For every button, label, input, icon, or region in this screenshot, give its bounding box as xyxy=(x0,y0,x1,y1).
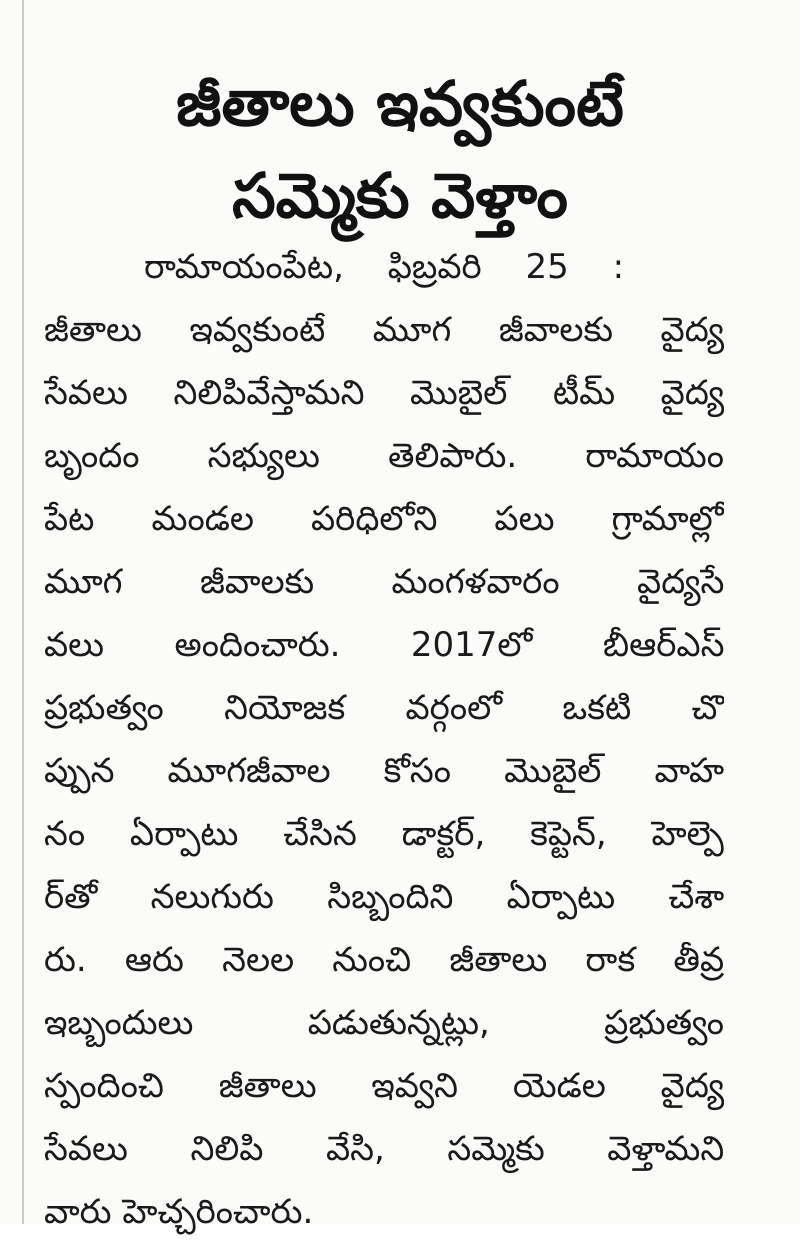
headline xyxy=(40,58,760,242)
headline-line-1: జీతాలు ఇవ్వకుంటే xyxy=(176,67,624,140)
dateline: రామాయంపేట, ఫిబ్రవరి 25 : xyxy=(144,247,625,287)
article-line: వారు హెచ్చరించారు. xyxy=(44,1192,314,1232)
article-line: ర్‌తో నలుగురు సిబ్బందిని ఏర్పాటు చేశా xyxy=(44,877,724,917)
article-line: స్పందించి జీతాలు ఇవ్వని యెడల వైద్య xyxy=(44,1066,724,1106)
column-rule xyxy=(22,0,24,1224)
headline-line-2: సమ్మెకు వెళ్తాం xyxy=(232,159,568,232)
article-line: రు. ఆరు నెలల నుంచి జీతాలు రాక తీవ్ర xyxy=(44,940,724,980)
article-line: సేవలు నిలిపి వేసి, సమ్మెకు వెళ్తామని xyxy=(44,1129,724,1169)
article-line: బృందం సభ్యులు తెలిపారు. రామాయం xyxy=(44,436,724,476)
article-line: ప్రభుత్వం నియోజక వర్గంలో ఒకటి చొ xyxy=(44,688,724,728)
article-body xyxy=(44,236,724,1244)
article-line: మూగ జీవాలకు మంగళవారం వైద్యసే xyxy=(44,562,724,602)
article-line: ఇబ్బందులు పడుతున్నట్లు, ప్రభుత్వం xyxy=(44,1003,724,1043)
article-line: జీతాలు ఇవ్వకుంటే మూగ జీవాలకు వైద్య xyxy=(44,310,724,350)
cropped-top-text-fragment xyxy=(40,0,300,8)
article-line: సేవలు నిలిపివేస్తామని మొబైల్ టీమ్ వైద్య xyxy=(44,373,724,413)
article-line: వలు అందించారు. 2017లో బీఆర్ఎస్ xyxy=(44,625,724,665)
article-line: పేట మండల పరిధిలోని పలు గ్రామాల్లో xyxy=(44,499,724,539)
article-line: ప్పున మూగజీవాల కోసం మొబైల్ వాహ xyxy=(44,751,724,791)
article-line: నం ఏర్పాటు చేసిన డాక్టర్, కెప్టెన్, హెల్పె xyxy=(44,814,724,854)
